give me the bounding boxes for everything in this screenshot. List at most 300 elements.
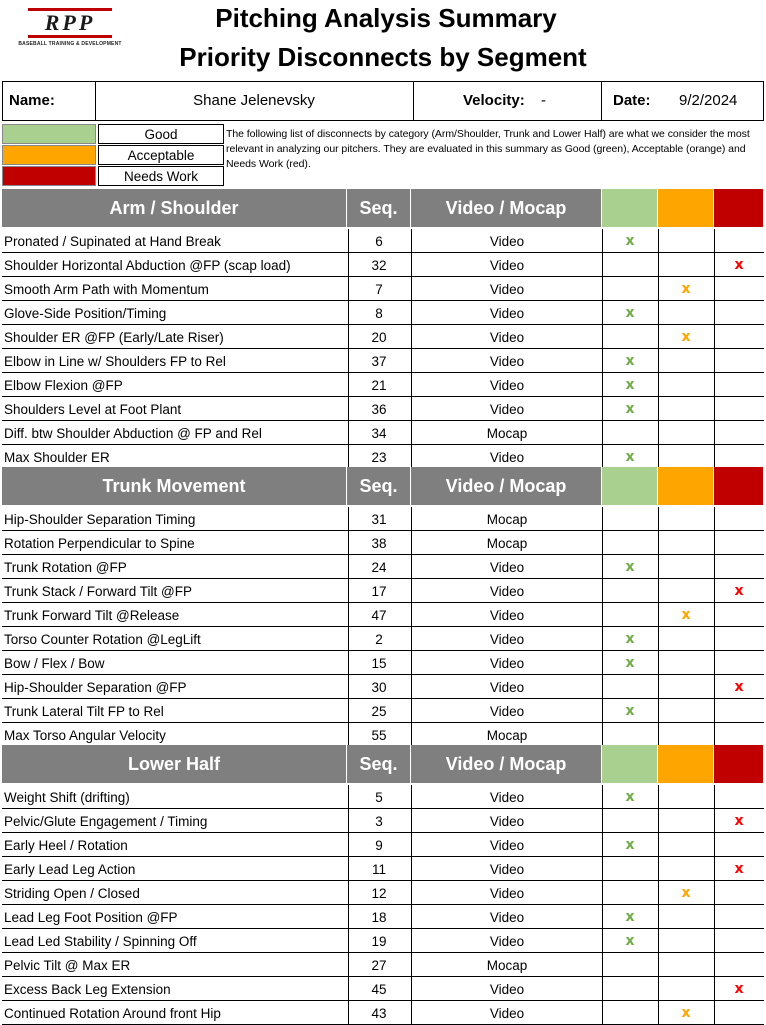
data-source: Mocap (486, 728, 528, 743)
table-row (2, 929, 764, 953)
sequence-number: 2 (375, 632, 383, 647)
page-subtitle: Priority Disconnects by Segment (179, 42, 587, 72)
column-divider (714, 229, 715, 252)
column-divider (411, 603, 412, 626)
data-source: Mocap (486, 512, 528, 527)
disconnect-label: Shoulder Horizontal Abduction @FP (scap load) (4, 258, 291, 273)
table-row (2, 531, 764, 555)
sequence-number: 11 (371, 862, 386, 877)
legend-label-needs-work: Needs Work (98, 166, 224, 186)
column-divider (658, 253, 659, 276)
column-divider (658, 507, 659, 530)
rating-mark-good: x (625, 401, 635, 417)
column-divider (348, 325, 349, 348)
column-divider (602, 1001, 603, 1024)
column-divider (714, 531, 715, 554)
column-divider (658, 579, 659, 602)
column-divider (348, 421, 349, 444)
column-divider (602, 977, 603, 1000)
logo-mark: RPP (28, 8, 112, 38)
column-divider (658, 723, 659, 746)
table-row (2, 507, 764, 531)
column-divider (658, 809, 659, 832)
column-divider (348, 699, 349, 722)
rating-mark-needs-work: x (734, 981, 744, 997)
column-divider (411, 833, 412, 856)
disconnect-label: Hip-Shoulder Separation Timing (4, 512, 196, 527)
column-divider (658, 373, 659, 396)
section-title: Trunk Movement (2, 467, 347, 505)
seq-column-header: Seq. (347, 745, 411, 783)
column-divider (411, 507, 412, 530)
column-divider (411, 301, 412, 324)
data-source: Video (489, 402, 525, 417)
column-divider (714, 373, 715, 396)
velocity-value: - (541, 92, 546, 109)
disconnect-label: Max Torso Angular Velocity (4, 728, 166, 743)
column-divider (348, 229, 349, 252)
column-divider (411, 555, 412, 578)
rating-swatch-good (602, 189, 658, 227)
data-source: Video (489, 560, 525, 575)
column-divider (658, 675, 659, 698)
column-divider (348, 301, 349, 324)
column-divider (714, 929, 715, 952)
column-divider (411, 531, 412, 554)
column-divider (411, 349, 412, 372)
table-row (2, 349, 764, 373)
section-title: Arm / Shoulder (2, 189, 347, 227)
column-divider (658, 905, 659, 928)
column-divider (658, 833, 659, 856)
data-source: Video (489, 886, 525, 901)
data-source: Video (489, 450, 525, 465)
rating-mark-good: x (625, 703, 635, 719)
divider (413, 82, 414, 120)
column-divider (714, 507, 715, 530)
table-row (2, 555, 764, 579)
data-source: Video (489, 982, 525, 997)
sequence-number: 27 (371, 958, 387, 973)
rating-legend (2, 124, 764, 187)
column-divider (658, 445, 659, 468)
table-row (2, 325, 764, 349)
sequence-number: 45 (371, 982, 387, 997)
rating-mark-good: x (625, 305, 635, 321)
data-source: Video (489, 354, 525, 369)
disconnect-label: Glove-Side Position/Timing (4, 306, 167, 321)
column-divider (602, 253, 603, 276)
legend-swatch-acceptable (2, 145, 96, 165)
sequence-number: 9 (375, 838, 383, 853)
column-divider (411, 421, 412, 444)
data-source: Video (489, 862, 525, 877)
data-source: Video (489, 306, 525, 321)
athlete-info-row (2, 81, 764, 121)
disconnect-label: Pronated / Supinated at Hand Break (4, 234, 221, 249)
data-source: Video (489, 378, 525, 393)
disconnect-label: Elbow Flexion @FP (4, 378, 123, 393)
seq-column-header: Seq. (347, 467, 411, 505)
column-divider (348, 627, 349, 650)
disconnect-label: Early Lead Leg Action (4, 862, 136, 877)
column-divider (602, 809, 603, 832)
data-source: Mocap (486, 536, 528, 551)
source-column-header: Video / Mocap (411, 467, 602, 505)
section-header-arm-shoulder (2, 189, 764, 227)
sequence-number: 3 (375, 814, 383, 829)
seq-column-header: Seq. (347, 189, 411, 227)
column-divider (714, 301, 715, 324)
column-divider (348, 579, 349, 602)
rating-mark-good: x (625, 559, 635, 575)
column-divider (411, 785, 412, 808)
column-divider (411, 277, 412, 300)
rating-mark-needs-work: x (734, 583, 744, 599)
table-row (2, 905, 764, 929)
column-divider (348, 373, 349, 396)
sequence-number: 18 (371, 910, 387, 925)
column-divider (714, 421, 715, 444)
data-source: Video (489, 704, 525, 719)
column-divider (602, 881, 603, 904)
sequence-number: 23 (371, 450, 387, 465)
column-divider (714, 627, 715, 650)
disconnect-label: Excess Back Leg Extension (4, 982, 171, 997)
name-label: Name: (9, 92, 55, 109)
table-row (2, 421, 764, 445)
disconnect-label: Elbow in Line w/ Shoulders FP to Rel (4, 354, 226, 369)
column-divider (411, 445, 412, 468)
disconnect-label: Lead Leg Foot Position @FP (4, 910, 178, 925)
disconnect-label: Max Shoulder ER (4, 450, 110, 465)
date-value: 9/2/2024 (679, 92, 738, 109)
disconnect-label: Trunk Stack / Forward Tilt @FP (4, 584, 192, 599)
table-row (2, 953, 764, 977)
table-row (2, 253, 764, 277)
data-source: Video (489, 608, 525, 623)
disconnect-label: Smooth Arm Path with Momentum (4, 282, 209, 297)
column-divider (411, 977, 412, 1000)
column-divider (348, 977, 349, 1000)
column-divider (348, 349, 349, 372)
rating-swatch-acceptable (658, 745, 714, 783)
sequence-number: 38 (371, 536, 387, 551)
column-divider (714, 1001, 715, 1024)
disconnect-label: Early Heel / Rotation (4, 838, 128, 853)
table-row (2, 373, 764, 397)
source-column-header: Video / Mocap (411, 745, 602, 783)
rating-mark-good: x (625, 377, 635, 393)
data-source: Video (489, 814, 525, 829)
sequence-number: 34 (371, 426, 387, 441)
column-divider (348, 445, 349, 468)
column-divider (714, 325, 715, 348)
column-divider (411, 253, 412, 276)
column-divider (348, 833, 349, 856)
legend-swatch-needs-work (2, 166, 96, 186)
data-source: Video (489, 680, 525, 695)
column-divider (714, 785, 715, 808)
disconnect-label: Shoulder ER @FP (Early/Late Riser) (4, 330, 224, 345)
sequence-number: 25 (371, 704, 387, 719)
rating-mark-acceptable: x (681, 1005, 691, 1021)
rating-swatch-acceptable (658, 189, 714, 227)
column-divider (411, 699, 412, 722)
column-divider (658, 531, 659, 554)
column-divider (348, 857, 349, 880)
column-divider (658, 857, 659, 880)
column-divider (348, 507, 349, 530)
rating-swatch-needs-work (714, 467, 764, 505)
table-row (2, 603, 764, 627)
column-divider (411, 579, 412, 602)
data-source: Video (489, 1006, 525, 1021)
sequence-number: 17 (371, 584, 387, 599)
rating-mark-needs-work: x (734, 257, 744, 273)
column-divider (658, 977, 659, 1000)
column-divider (658, 627, 659, 650)
data-source: Video (489, 330, 525, 345)
column-divider (348, 651, 349, 674)
data-source: Video (489, 258, 525, 273)
sequence-number: 6 (375, 234, 383, 249)
column-divider (348, 723, 349, 746)
table-row (2, 857, 764, 881)
disconnect-label: Shoulders Level at Foot Plant (4, 402, 182, 417)
rating-swatch-needs-work (714, 745, 764, 783)
rating-swatch-needs-work (714, 189, 764, 227)
sequence-number: 24 (371, 560, 387, 575)
column-divider (411, 229, 412, 252)
table-row (2, 229, 764, 253)
column-divider (658, 397, 659, 420)
column-divider (714, 651, 715, 674)
table-row (2, 1001, 764, 1025)
column-divider (714, 603, 715, 626)
table-row (2, 785, 764, 809)
table-row (2, 277, 764, 301)
column-divider (658, 349, 659, 372)
rating-mark-acceptable: x (681, 885, 691, 901)
sequence-number: 8 (375, 306, 383, 321)
sequence-number: 55 (371, 728, 387, 743)
velocity-label: Velocity: (463, 92, 525, 109)
sequence-number: 30 (371, 680, 387, 695)
column-divider (602, 507, 603, 530)
data-source: Mocap (486, 426, 528, 441)
column-divider (714, 349, 715, 372)
table-row (2, 699, 764, 723)
legend-swatch-good (2, 124, 96, 144)
rating-swatch-good (602, 467, 658, 505)
sequence-number: 47 (371, 608, 387, 623)
sequence-number: 31 (371, 512, 387, 527)
table-row (2, 627, 764, 651)
sequence-number: 37 (371, 354, 387, 369)
rating-mark-good: x (625, 655, 635, 671)
column-divider (658, 929, 659, 952)
column-divider (714, 953, 715, 976)
data-source: Video (489, 790, 525, 805)
column-divider (658, 555, 659, 578)
column-divider (602, 531, 603, 554)
column-divider (658, 229, 659, 252)
column-divider (602, 277, 603, 300)
sequence-number: 21 (371, 378, 387, 393)
column-divider (714, 445, 715, 468)
column-divider (411, 857, 412, 880)
column-divider (658, 421, 659, 444)
data-source: Video (489, 656, 525, 671)
data-source: Mocap (486, 958, 528, 973)
column-divider (348, 531, 349, 554)
rating-mark-acceptable: x (681, 607, 691, 623)
column-divider (411, 881, 412, 904)
sequence-number: 19 (371, 934, 387, 949)
column-divider (348, 277, 349, 300)
column-divider (348, 253, 349, 276)
column-divider (348, 603, 349, 626)
sequence-number: 15 (371, 656, 387, 671)
column-divider (714, 277, 715, 300)
disconnect-label: Hip-Shoulder Separation @FP (4, 680, 187, 695)
rating-mark-needs-work: x (734, 679, 744, 695)
column-divider (411, 809, 412, 832)
disconnect-label: Pelvic Tilt @ Max ER (4, 958, 131, 973)
column-divider (714, 555, 715, 578)
divider (601, 82, 602, 120)
column-divider (348, 905, 349, 928)
column-divider (714, 881, 715, 904)
column-divider (411, 651, 412, 674)
section-header-lower-half (2, 745, 764, 783)
rating-mark-good: x (625, 837, 635, 853)
disconnect-label: Rotation Perpendicular to Spine (4, 536, 195, 551)
disconnect-label: Weight Shift (drifting) (4, 790, 130, 805)
section-title: Lower Half (2, 745, 347, 783)
data-source: Video (489, 934, 525, 949)
source-column-header: Video / Mocap (411, 189, 602, 227)
column-divider (411, 723, 412, 746)
rating-mark-good: x (625, 933, 635, 949)
disconnect-label: Diff. btw Shoulder Abduction @ FP and Rel (4, 426, 262, 441)
rating-mark-good: x (625, 449, 635, 465)
column-divider (411, 373, 412, 396)
data-source: Video (489, 910, 525, 925)
data-source: Video (489, 584, 525, 599)
sequence-number: 43 (371, 1006, 387, 1021)
sequence-number: 7 (375, 282, 383, 297)
column-divider (658, 301, 659, 324)
disconnect-label: Lead Led Stability / Spinning Off (4, 934, 197, 949)
column-divider (348, 555, 349, 578)
legend-label-acceptable: Acceptable (98, 145, 224, 165)
column-divider (714, 723, 715, 746)
column-divider (602, 579, 603, 602)
column-divider (411, 325, 412, 348)
data-source: Video (489, 234, 525, 249)
table-row (2, 675, 764, 699)
column-divider (348, 929, 349, 952)
column-divider (658, 953, 659, 976)
column-divider (714, 905, 715, 928)
table-row (2, 809, 764, 833)
disconnect-label: Striding Open / Closed (4, 886, 140, 901)
table-row (2, 397, 764, 421)
rating-mark-needs-work: x (734, 861, 744, 877)
column-divider (602, 953, 603, 976)
date-label: Date: (613, 92, 651, 109)
table-row (2, 881, 764, 905)
table-row (2, 651, 764, 675)
rating-mark-good: x (625, 909, 635, 925)
column-divider (411, 627, 412, 650)
table-row (2, 301, 764, 325)
column-divider (411, 953, 412, 976)
column-divider (602, 723, 603, 746)
column-divider (348, 397, 349, 420)
column-divider (348, 881, 349, 904)
rating-mark-good: x (625, 631, 635, 647)
column-divider (658, 651, 659, 674)
disconnect-label: Pelvic/Glute Engagement / Timing (4, 814, 208, 829)
column-divider (714, 699, 715, 722)
column-divider (348, 785, 349, 808)
column-divider (411, 929, 412, 952)
column-divider (348, 675, 349, 698)
column-divider (658, 699, 659, 722)
sequence-number: 32 (371, 258, 387, 273)
rating-swatch-good (602, 745, 658, 783)
column-divider (658, 785, 659, 808)
column-divider (348, 953, 349, 976)
rating-mark-good: x (625, 353, 635, 369)
legend-label-good: Good (98, 124, 224, 144)
rating-mark-good: x (625, 233, 635, 249)
column-divider (411, 397, 412, 420)
column-divider (714, 833, 715, 856)
column-divider (602, 421, 603, 444)
column-divider (602, 603, 603, 626)
sequence-number: 20 (371, 330, 387, 345)
sequence-number: 36 (371, 402, 387, 417)
table-row (2, 579, 764, 603)
table-row (2, 833, 764, 857)
page-title: Pitching Analysis Summary (215, 3, 557, 33)
rating-mark-acceptable: x (681, 329, 691, 345)
athlete-name: Shane Jelenevsky (193, 92, 315, 109)
disconnect-label: Trunk Lateral Tilt FP to Rel (4, 704, 164, 719)
data-source: Video (489, 632, 525, 647)
disconnect-label: Trunk Rotation @FP (4, 560, 127, 575)
column-divider (602, 857, 603, 880)
rating-swatch-acceptable (658, 467, 714, 505)
legend-description: The following list of disconnects by category (Arm/Shoulder, Trunk and Lower Half) are what we consider the most relevant in analyzing our pitchers. They are evaluated in this summary as Good (green), Acceptable (orange) and Needs Work (red). (226, 128, 750, 170)
column-divider (411, 905, 412, 928)
column-divider (411, 675, 412, 698)
column-divider (714, 397, 715, 420)
section-header-trunk-movement (2, 467, 764, 505)
column-divider (602, 675, 603, 698)
logo-tagline: BASEBALL TRAINING & DEVELOPMENT (18, 41, 122, 47)
sequence-number: 5 (375, 790, 383, 805)
data-source: Video (489, 838, 525, 853)
disconnect-label: Continued Rotation Around front Hip (4, 1006, 221, 1021)
disconnect-label: Trunk Forward Tilt @Release (4, 608, 180, 623)
table-row (2, 723, 764, 747)
rating-mark-acceptable: x (681, 281, 691, 297)
